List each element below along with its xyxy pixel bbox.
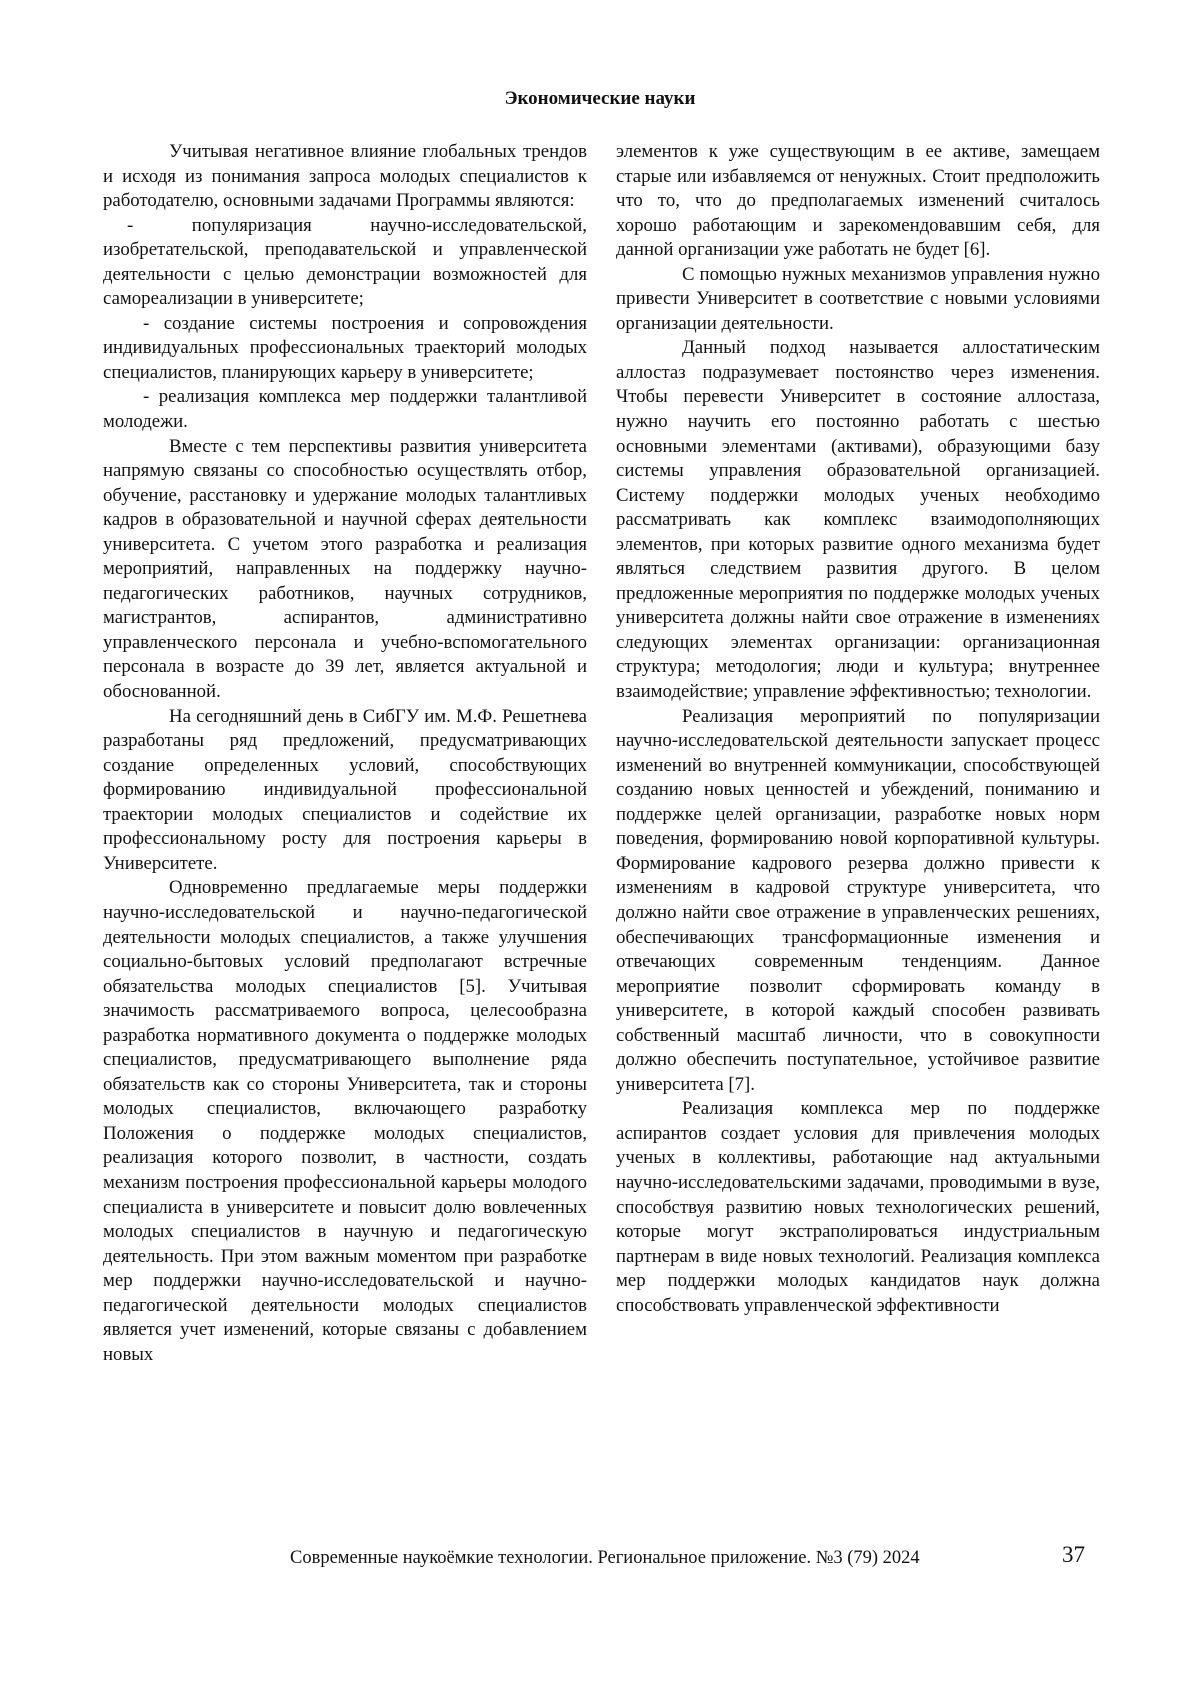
list-item: - создание системы построения и сопровождения индивидуальных профессиональных траекторий молодых специалистов, планирующих карьеру в университете;: [103, 312, 587, 383]
journal-footer: Современные наукоёмкие технологии. Региональное приложение. №3 (79) 2024: [290, 1548, 920, 1568]
paragraph: Одновременно предлагаемые меры поддержки научно-исследовательской и научно-педагогической деятельности молодых специалистов, а также улучшения социально-бытовых условий предполагают встречные обязательства молодых специалистов [5]. Учитывая значимость рассматриваемого вопроса, целесообразна разработка нормативного документа о поддержке молодых специалистов, предусматривающего выполнение ряда обязательств как со стороны Университета, так и стороны молодых специалистов, включающего разработку Положения о поддержке молодых специалистов, реализация которого позволит, в частности, создать механизм построения профессиональной карьеры молодого специалиста в университете и повысит долю вовлеченных молодых специалистов в научную и педагогическую деятельность. При этом важным моментом при разработке мер поддержки научно-исследовательской и научно-педагогической деятельности молодых специалистов является учет изменений, которые связаны с добавлением новых: [103, 877, 587, 1365]
list-item: - реализация комплекса мер поддержки талантливой молодежи.: [103, 386, 587, 433]
page-number: 37: [1062, 1542, 1085, 1567]
section-title: Экономические науки: [504, 88, 696, 109]
paragraph: Реализация мероприятий по популяризации научно-исследовательской деятельности запускает процесс изменений во внутренней коммуникации, способствующей созданию новых ценностей и убеждений, пониманию и поддержке целей организации, разработке новых норм поведения, формированию новой корпоративной культуры. Формирование кадрового резерва должно привести к изменениям в кадровой структуре университета, что должно найти свое отражение в управленческих решениях, обеспечивающих трансформационные изменения и отвечающих современным тенденциям. Данное мероприятие позволит сформировать команду в университете, в которой каждый способен развивать собственный масштаб личности, что в совокупности должно обеспечить поступательное, устойчивое развитие университета [7].: [616, 705, 1100, 1095]
paragraph: С помощью нужных механизмов управления нужно привести Университет в соответствие с новыми условиями организации деятельности.: [616, 263, 1100, 334]
paragraph: элементов к уже существующим в ее активе, замещаем старые или избавляемся от ненужных. Стоит предположить что то, что до предполагаемых изменений считалось хорошо работающим и зарекомендовавшим себя, для данной организации уже работать не будет [6].: [616, 141, 1100, 261]
paragraph: Реализация комплекса мер по поддержке аспирантов создает условия для привлечения молодых ученых в коллективы, работающие над актуальными научно-исследовательскими задачами, проводимыми в вузе, способствуя развитию новых технологических решений, которые могут экстраполироваться индустриальным партнерам в виде новых технологий. Реализация комплекса мер поддержки молодых кандидатов наук должна способствовать управленческой эффективности: [616, 1098, 1100, 1316]
paragraph: На сегодняшний день в СибГУ им. М.Ф. Решетнева разработаны ряд предложений, предусматривающих создание определенных условий, способствующих формированию индивидуальной профессиональной траектории молодых специалистов и содействие их профессиональному росту для построения карьеры в Университете.: [103, 705, 587, 874]
paragraph: Вместе с тем перспективы развития университета напрямую связаны со способностью осуществлять отбор, обучение, расстановку и удержание молодых талантливых кадров в образовательной и научной сферах деятельности университета. С учетом этого разработка и реализация мероприятий, направленных на поддержку научно-педагогических работников, научных сотрудников, магистрантов, аспирантов, административно управленческого персонала и учебно-вспомогательного персонала в возрасте до 39 лет, является актуальной и обоснованной.: [103, 435, 587, 703]
left-column: [103, 140, 587, 1367]
paragraph: Данный подход называется аллостатическим аллостаз подразумевает постоянство через изменения. Чтобы перевести Университет в состояние аллостаза, нужно научить его постоянно работать с шестью основными элементами (активами), образующими базу системы управления образовательной организацией. Систему поддержки молодых ученых необходимо рассматривать как комплекс взаимодополняющих элементов, при которых развитие одного механизма будет являться следствием развития другого. В целом предложенные мероприятия по поддержке молодых ученых университета должны найти свое отражение в изменениях следующих элементах организации: организационная структура; методология; люди и культура; внутреннее взаимодействие; управление эффективностью; технологии.: [616, 337, 1100, 703]
right-column: [616, 140, 1100, 1318]
list-item: - популяризация научно-исследовательской, изобретательской, преподавательской и управленческой деятельности с целью демонстрации возможностей для самореализации в университете;: [103, 214, 587, 310]
paragraph: Учитывая негативное влияние глобальных трендов и исходя из понимания запроса молодых специалистов к работодателю, основными задачами Программы являются:: [103, 141, 587, 212]
